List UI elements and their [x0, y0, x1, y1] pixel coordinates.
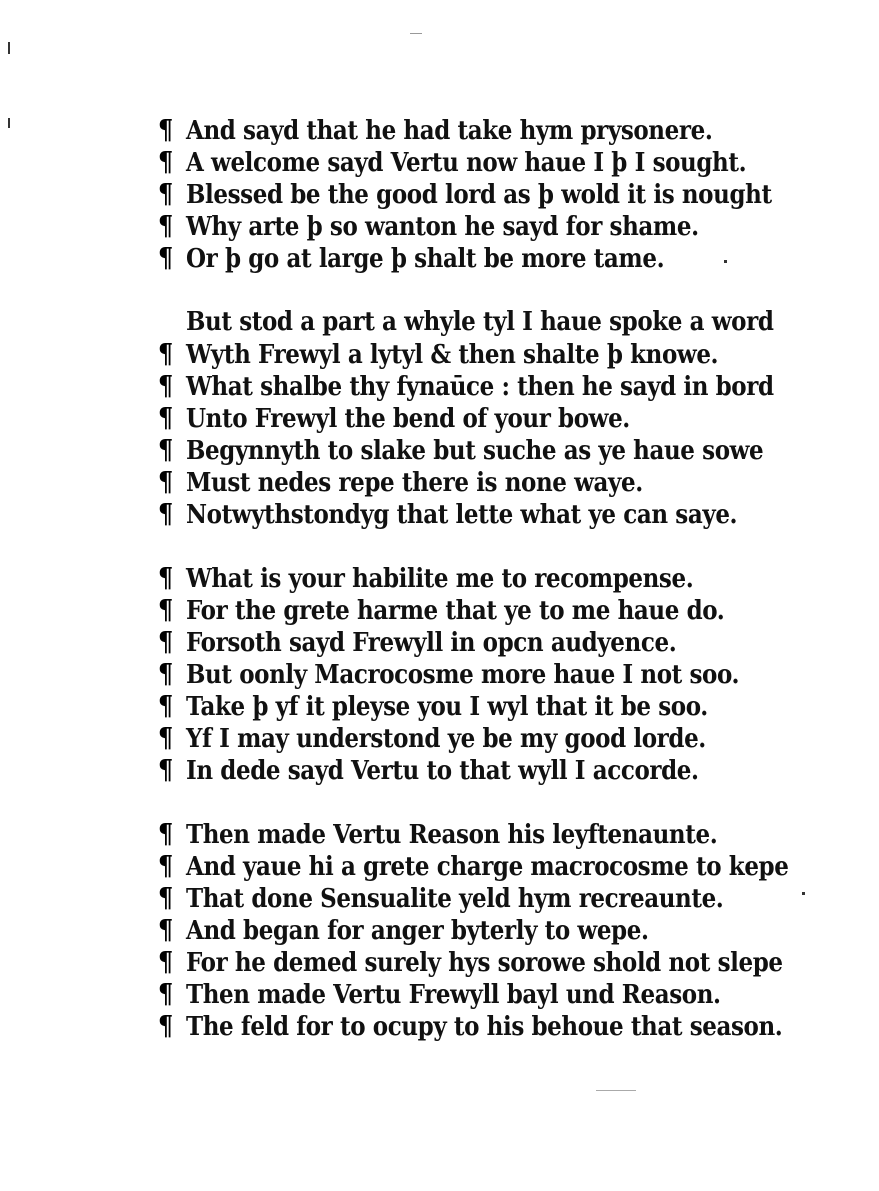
verse-line: [158, 592, 798, 628]
pilcrow-marker: ¶: [158, 497, 173, 530]
verse-line: [158, 560, 798, 596]
pilcrow-marker: ¶: [158, 625, 173, 658]
verse-line-text: And began for anger byterly to wepe.: [186, 915, 649, 946]
verse-line-text: Forsoth sayd Frewyll in opcn audyence.: [186, 627, 677, 658]
verse-line-text: Yf I may understond ye be my good lorde.: [186, 723, 706, 754]
verse-line: [158, 400, 798, 436]
pilcrow-marker: ¶: [158, 593, 173, 626]
verse-line: [158, 720, 798, 756]
verse-line-text: And sayd that he had take hym prysonere.: [186, 115, 713, 146]
pilcrow-marker: ¶: [158, 401, 173, 434]
stanza: [158, 114, 798, 274]
pilcrow-marker: ¶: [158, 849, 173, 882]
pilcrow-marker: ¶: [158, 337, 173, 370]
verse-line: [158, 624, 798, 660]
verse-line: [158, 432, 798, 468]
pilcrow-marker: ¶: [158, 561, 173, 594]
stanza: [158, 306, 798, 530]
verse-line: [158, 912, 798, 948]
verse-line: [158, 144, 798, 180]
scan-speck: [8, 42, 10, 54]
verse-line: [158, 336, 798, 372]
pilcrow-marker: ¶: [158, 817, 173, 850]
verse-line-text: Then made Vertu Frewyll bayl und Reason.: [186, 979, 721, 1010]
verse-line: [158, 656, 798, 692]
pilcrow-marker: ¶: [158, 657, 173, 690]
verse-line: [158, 496, 798, 532]
pilcrow-marker: ¶: [158, 945, 173, 978]
verse-line-text: That done Sensualite yeld hym recreaunte.: [186, 883, 724, 914]
pilcrow-marker: ¶: [158, 689, 173, 722]
verse-line: [158, 752, 798, 788]
verse-line-text: Must nedes repe there is none waye.: [186, 467, 643, 498]
pilcrow-marker: ¶: [158, 369, 173, 402]
scan-speck: [410, 33, 422, 34]
pilcrow-marker: ¶: [158, 241, 173, 274]
pilcrow-marker: ¶: [158, 433, 173, 466]
stanza: [158, 818, 798, 1042]
pilcrow-marker: ¶: [158, 145, 173, 178]
verse-line: [158, 944, 798, 980]
pilcrow-marker: ¶: [158, 881, 173, 914]
verse-line-text: Then made Vertu Reason his leyftenaunte.: [186, 819, 718, 850]
verse-line-text: But oonly Macrocosme more haue I not soo.: [186, 659, 740, 690]
verse-line: [158, 240, 798, 276]
verse-line: [158, 112, 798, 148]
pilcrow-marker: ¶: [158, 721, 173, 754]
verse-line-text: Why arte þ so wanton he sayd for shame.: [186, 211, 699, 242]
verse-line-text: What shalbe thy fynaūce : then he sayd in bord: [186, 371, 774, 402]
scan-speck: [596, 1090, 636, 1091]
pilcrow-marker: ¶: [158, 977, 173, 1010]
scan-speck: [8, 118, 10, 128]
verse-line-text: Wyth Frewyl a lytyl & then shalte þ knowe.: [186, 339, 719, 370]
stanza: [158, 562, 798, 786]
verse-line: [158, 176, 798, 212]
verse-line-text: Blessed be the good lord as þ wold it is nought: [186, 179, 772, 210]
verse-line: [158, 880, 798, 916]
verse-line: [158, 976, 798, 1012]
pilcrow-marker: ¶: [158, 465, 173, 498]
verse-line-text: In dede sayd Vertu to that wyll I accorde.: [186, 755, 699, 786]
verse-line: [158, 848, 798, 884]
verse-line-text: Take þ yf it pleyse you I wyl that it be soo.: [186, 691, 708, 722]
pilcrow-marker: ¶: [158, 177, 173, 210]
verse-line-text: But stod a part a whyle tyl I haue spoke a word: [186, 306, 774, 337]
verse-line: [158, 816, 798, 852]
verse-line-text: What is your habilite me to recompense.: [186, 563, 694, 594]
verse-line: [158, 368, 798, 404]
verse-line-text: A welcome sayd Vertu now haue I þ I sought.: [186, 147, 747, 178]
verse-line-text: Begynnyth to slake but suche as ye haue sowe: [186, 435, 764, 466]
verse-line-text: The feld for to ocupy to his behoue that season.: [186, 1011, 783, 1042]
verse-line: [158, 688, 798, 724]
pilcrow-marker: ¶: [158, 913, 173, 946]
verse-line: [158, 304, 798, 340]
pilcrow-marker: ¶: [158, 209, 173, 242]
pilcrow-marker: ¶: [158, 1009, 173, 1042]
verse-line-text: For the grete harme that ye to me haue do.: [186, 595, 725, 626]
verse-line-text: Or þ go at large þ shalt be more tame.: [186, 243, 665, 274]
poem-text: [158, 114, 798, 1074]
verse-line-text: Notwythstondyg that lette what ye can saye.: [186, 499, 738, 530]
pilcrow-marker: ¶: [158, 113, 173, 146]
verse-line: [158, 464, 798, 500]
pilcrow-marker: ¶: [158, 753, 173, 786]
verse-line: [158, 208, 798, 244]
verse-line: [158, 1008, 798, 1044]
verse-line-text: For he demed surely hys sorowe shold not slepe: [186, 947, 783, 978]
verse-line-text: And yaue hi a grete charge macrocosme to kepe: [186, 851, 789, 882]
verse-line-text: Unto Frewyl the bend of your bowe.: [186, 403, 630, 434]
scan-speck: [802, 892, 805, 895]
